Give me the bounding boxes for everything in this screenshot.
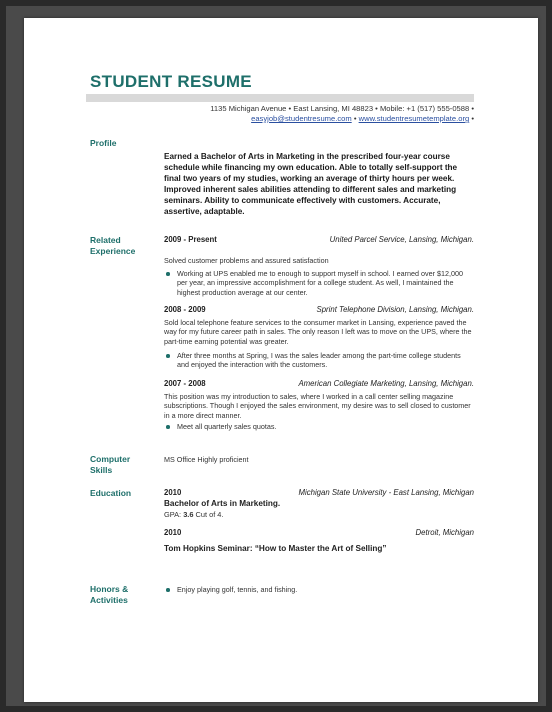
job-bullet-text: Meet all quarterly sales quotas. <box>177 422 277 431</box>
honors-bullet <box>164 585 474 594</box>
education-institution: Michigan State University - East Lansing, Michigan <box>298 488 474 497</box>
contact-links <box>154 114 474 123</box>
job-organization: United Parcel Service, Lansing, Michigan. <box>329 235 474 244</box>
job-bullet-text: Working at UPS enabled me to enough to support myself in school. I earned over $12,000 per year, an impressive accomplishment for a college student. As well, I maintained the highest production average at our center. <box>177 269 463 297</box>
contact-trailing-separator: • <box>471 114 474 123</box>
computer-skills-label-line-1: Computer <box>90 454 131 464</box>
education-degree: Bachelor of Arts in Marketing. <box>164 499 281 508</box>
job-summary: Sold local telephone feature services to the consumer market in Lansing, experience paved the way for my future career path in sales. The only reason I left was to move on the UPS, where the part-time earning potential was greater. <box>164 318 472 346</box>
job-summary: This position was my introduction to sales, where I worked in a call center selling magazine subscriptions. Though I enjoyed the sales environment, my desire was to sell closed to customer in a more direct manner. <box>164 392 471 420</box>
job-bullet-text: After three months at Spring, I was the sales leader among the part-time college students and enjoyed the interaction with the customers. <box>177 351 461 370</box>
resume-title: STUDENT RESUME <box>90 72 252 91</box>
education-header <box>164 488 474 499</box>
education-year: 2010 <box>164 488 182 497</box>
seminar-title: Tom Hopkins Seminar: “How to Master the Art of Selling” <box>164 544 387 553</box>
experience-label <box>90 235 135 257</box>
job-organization: Sprint Telephone Division, Lansing, Michigan. <box>316 305 474 314</box>
education-header <box>164 528 474 539</box>
job-bullet <box>164 269 474 297</box>
experience-label-line-1: Related <box>90 235 121 245</box>
honors-label <box>90 584 128 606</box>
job-organization: American Collegiate Marketing, Lansing, Michigan. <box>298 379 474 388</box>
education-gpa <box>164 510 223 519</box>
job-date: 2007 - 2008 <box>164 379 206 388</box>
education-label: Education <box>90 488 132 498</box>
bullet-dot-icon <box>166 588 170 592</box>
resume-page <box>24 18 538 702</box>
gpa-suffix: Cut of 4. <box>195 510 224 519</box>
bullet-dot-icon <box>166 354 170 358</box>
honors-label-line-2: Activities <box>90 595 128 605</box>
gpa-value: 3.6 <box>183 510 194 519</box>
education-year: 2010 <box>164 528 182 537</box>
title-underline-bar <box>86 94 474 102</box>
job-header <box>164 235 474 246</box>
honors-label-line-1: Honors & <box>90 584 129 594</box>
job-bullet <box>164 351 474 370</box>
experience-label-line-2: Experience <box>90 246 136 256</box>
profile-label: Profile <box>90 138 117 148</box>
job-date: 2009 - Present <box>164 235 217 244</box>
email-link[interactable]: easyjob@studentresume.com <box>251 114 352 123</box>
job-summary: Solved customer problems and assured satisfaction <box>164 256 329 265</box>
job-date: 2008 - 2009 <box>164 305 206 314</box>
computer-skills-text: MS Office Highly proficient <box>164 455 249 464</box>
job-header <box>164 379 474 390</box>
bullet-dot-icon <box>166 272 170 276</box>
contact-separator: • <box>353 114 357 123</box>
computer-skills-label <box>90 454 130 476</box>
document-frame <box>6 6 546 706</box>
contact-address: 1135 Michigan Avenue • East Lansing, MI 48823 • Mobile: +1 (517) 555-0588 • <box>210 104 474 113</box>
profile-text: Earned a Bachelor of Arts in Marketing in the prescribed four-year course schedule while financing my own education. Able to totally self-support the final two years of my studies, working an average of thirty hours per week. Improved inherent sales abilities attending to different sales and marketing seminars. Ability to communicate effectively with customers. Accurate, assertive, adaptable. <box>164 152 458 216</box>
education-location: Detroit, Michigan <box>415 528 474 537</box>
bullet-dot-icon <box>166 425 170 429</box>
job-bullet <box>164 422 474 431</box>
gpa-label: GPA: <box>164 510 182 519</box>
job-header <box>164 305 474 316</box>
computer-skills-label-line-2: Skills <box>90 465 113 475</box>
website-link[interactable]: www.studentresumetemplate.org <box>358 114 470 123</box>
honors-bullet-text: Enjoy playing golf, tennis, and fishing. <box>177 585 298 594</box>
